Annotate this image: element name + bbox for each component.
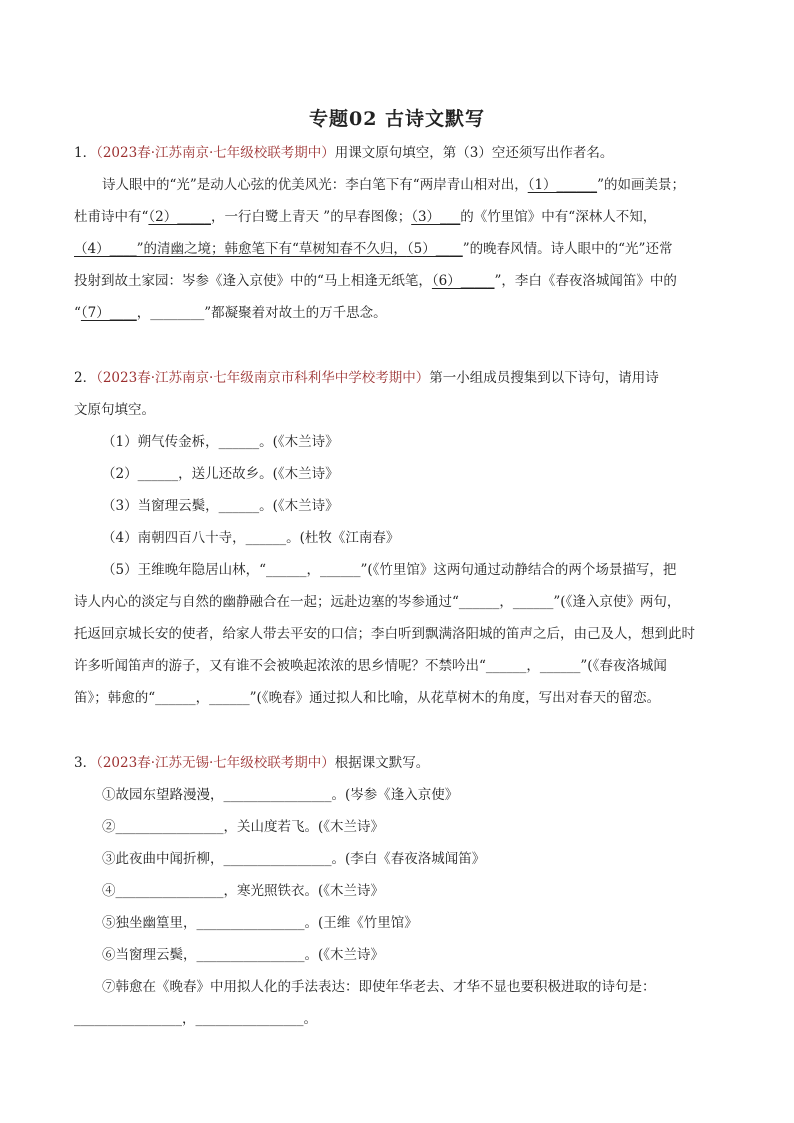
q1-text: ”都凝聚着对故土的万千思念。 (204, 305, 387, 321)
q3-item-1: ①故园东望路漫漫，________________。(岑参《逢入京使》 (102, 787, 459, 803)
q2-para-line-2: 诗人内心的淡定与自然的幽静融合在一起；远赴边塞的岑参通过“______，______”(《逢入京使》两句， (74, 594, 681, 610)
q1-line-2 (74, 207, 754, 227)
q1-blank-2: （2）_____ (148, 209, 211, 225)
q2-item-2: （2）______，送儿还故乡。(《木兰诗》 (102, 466, 339, 482)
q1-text: 投射到故土家园：岑参《逢入京使》中的“马上相逢无纸笔， (74, 273, 432, 289)
q1-text: 杜甫诗中有“ (74, 209, 149, 225)
q1-text: ”的晚春风情。诗人眼中的“光”还常 (462, 241, 673, 257)
q1-number: 1． (74, 145, 97, 161)
q2-number: 2． (74, 370, 97, 386)
q1-blank-5: （5）____ (406, 241, 463, 257)
q1-text: “ (74, 305, 81, 321)
q2-item-4: （4）南朝四百八十寺，______。(杜牧《江南春》 (102, 530, 400, 546)
page-title: 专题02 古诗文默写 (308, 108, 486, 130)
q2-item-3: （3）当窗理云鬓，______。(《木兰诗》 (102, 498, 339, 514)
q1-blank-1: （1）______ (527, 177, 598, 193)
q2-header (74, 368, 754, 388)
q1-text: 的《竹里馆》中有“深林人不知， (460, 209, 657, 225)
q2-para-line-5: 笛》；韩愈的“______，______”(《晚春》通过拟人和比喻，从花草树木的角度，写出对春天的留恋。 (74, 690, 661, 706)
q3-item-3: ③此夜曲中闻折柳，________________。(李白《春夜洛城闻笛》 (102, 851, 486, 867)
q2-instruction: 第一小组成员搜集到以下诗句，请用诗 (429, 370, 659, 386)
q1-line-1 (102, 175, 754, 195)
q3-item-7: ⑦韩愈在《晚春》中用拟人化的手法表达：即使年华老去、才华不显也要积极进取的诗句是： (102, 979, 656, 995)
q3-item-4: ④________________，寒光照铁衣。(《木兰诗》 (102, 883, 385, 899)
q3-item-5: ⑤独坐幽篁里，________________。(王维《竹里馆》 (102, 915, 418, 931)
q1-text: ，一行白鹭上青天 ”的早春图像； (211, 209, 412, 225)
q2-para-line-3: 托返回京城长安的使者，给家人带去平安的口信；李白听到飘满洛阳城的笛声之后，由己及人，想到此时 (74, 626, 695, 642)
q1-text: 诗人眼中的“光”是动人心弦的优美风光：李白笔下有“两岸青山相对出， (102, 177, 528, 193)
q2-item-1: （1）朔气传金柝，______。(《木兰诗》 (102, 434, 339, 450)
q2-para-line-4: 许多听闻笛声的游子，又有谁不会被唤起浓浓的思乡情呢？不禁吟出“______，______”(《春夜洛城闻 (74, 658, 667, 674)
q2-source: （2023春·江苏南京·七年级南京市科利华中学校考期中） (96, 370, 430, 386)
q3-header (74, 753, 754, 773)
q1-line-3 (74, 239, 754, 259)
q1-line-4 (74, 271, 754, 291)
q1-text: ”，李白《春夜洛城闻笛》中的 (494, 273, 677, 289)
q1-instruction: 用课文原句填空，第（3）空还须写出作者名。 (334, 145, 614, 161)
q1-text: ，________ (136, 305, 205, 321)
q1-source: （2023春·江苏南京·七年级校联考期中） (96, 145, 335, 161)
q3-item-2: ②________________，关山度若飞。(《木兰诗》 (102, 819, 385, 835)
q1-line-5 (74, 303, 754, 323)
q1-text: ”的如画美景； (597, 177, 685, 193)
q3-item-6: ⑥当窗理云鬓，________________。(《木兰诗》 (102, 947, 385, 963)
q1-header (74, 143, 754, 163)
q3-number: 3． (74, 755, 97, 771)
q1-blank-7: （7）____ (80, 305, 137, 321)
q3-instruction: 根据课文默写。 (334, 755, 430, 771)
q1-blank-3: （3）___ (411, 209, 461, 225)
q1-text: （4）____”的清幽之境；韩愈笔下有“草树知春不久归， (74, 241, 407, 257)
q2-para-line-1: （5）王维晚年隐居山林，“______，______”(《竹里馆》这两句通过动静结合的两个场景描写，把 (102, 562, 677, 578)
q1-blank-6: （6）_____ (431, 273, 495, 289)
q2-instruction-cont: 文原句填空。 (74, 402, 155, 418)
q3-item-7-answer: ________________，________________。 (74, 1011, 317, 1027)
q3-source: （2023春·江苏无锡·七年级校联考期中） (96, 755, 335, 771)
